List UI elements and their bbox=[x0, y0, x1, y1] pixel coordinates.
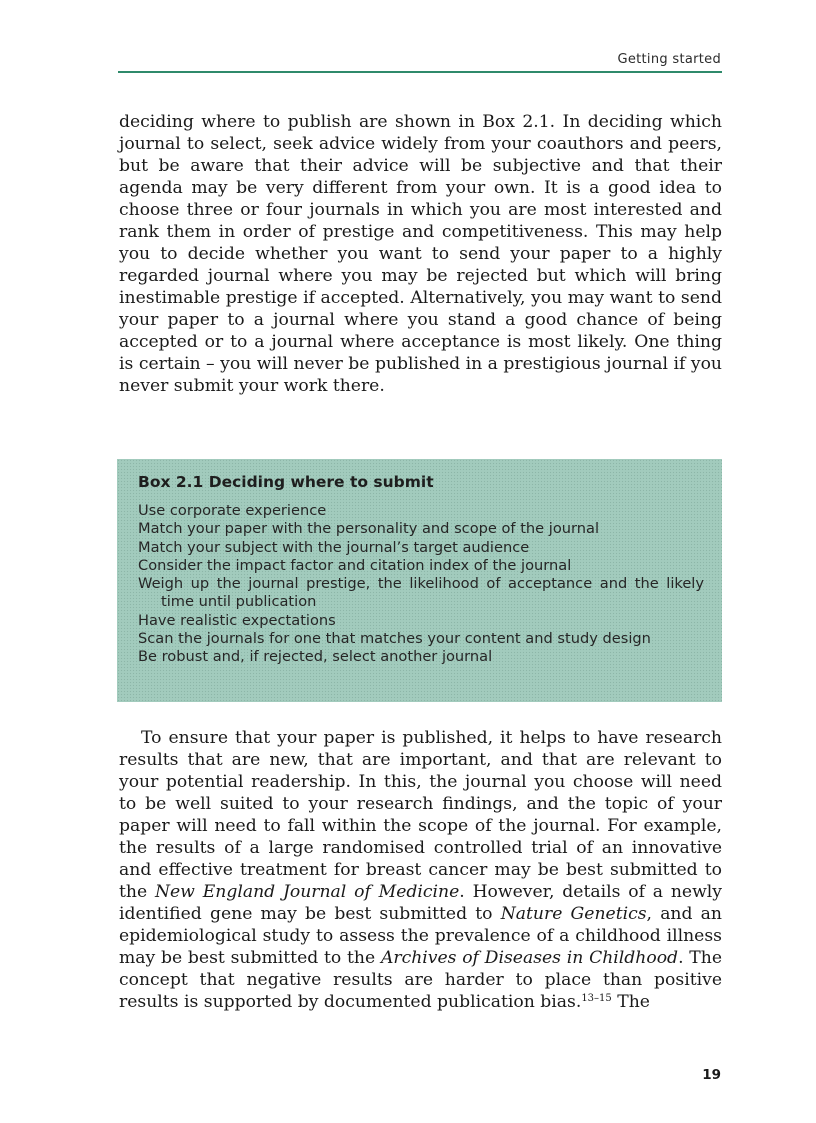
box-list-item: Consider the impact factor and citation index of the journal bbox=[138, 556, 572, 574]
journal-title-archives: Archives of Diseases in Childhood bbox=[380, 948, 679, 968]
paragraph-text: , and an epidemiological study to assess the prevalence of a childhood illness may be best submitted to the bbox=[119, 904, 723, 968]
journal-title-nature-genetics: Nature Genetics bbox=[500, 904, 647, 924]
citation-superscript: 13–15 bbox=[581, 993, 612, 1004]
box-list-item: Match your subject with the journal’s target audience bbox=[138, 538, 530, 556]
paragraph-text: . However, details of a newly identified gene may be best submitted to bbox=[119, 882, 722, 924]
box-list-item: Scan the journals for one that matches your content and study design bbox=[138, 630, 651, 648]
paragraph-text: The bbox=[611, 992, 650, 1012]
page-number: 19 bbox=[702, 1067, 721, 1083]
box-title: Box 2.1 Deciding where to submit bbox=[138, 473, 434, 491]
journal-title-nejm: New England Journal of Medicine bbox=[154, 882, 460, 902]
box-list-item: Weigh up the journal prestige, the likelihood of acceptance and the likely time until publication bbox=[138, 575, 704, 611]
box-list-item: Have realistic expectations bbox=[138, 611, 336, 629]
paragraph-text: To ensure that your paper is published, it helps to have research results that are new, that are important, and that are relevant to your potential readership. In this, the journal you choose will need to be well suited to your research findings, and the topic of your paper will need to fall within the scope of the journal. For example, the results of a large randomised controlled trial of an innovative and effective treatment for breast cancer may be best submitted to the bbox=[119, 728, 722, 902]
body-paragraph: deciding where to publish are shown in Box 2.1. In deciding which journal to select, seek advice widely from your coauthors and peers, but be aware that their advice will be subjective and that their agenda may be very different from your own. It is a good idea to choose three or four journals in which you are most interested and rank them in order of prestige and competitiveness. This may help you to decide whether you want to send your paper to a highly regarded journal where you may be rejected but which will bring inestimable prestige if accepted. Alternatively, you may want to send your paper to a journal where you stand a good chance of being accepted or to a journal where acceptance is most likely. One thing is certain – you will never be published in a prestigious journal if you never submit your work there. bbox=[119, 112, 722, 396]
box-list bbox=[138, 502, 704, 667]
header-rule bbox=[118, 71, 722, 73]
body-paragraph bbox=[119, 727, 722, 1013]
paragraph-text: . The concept that negative results are harder to place than positive results is supported by documented publication bias. bbox=[119, 948, 722, 1012]
box-list-item: Use corporate experience bbox=[138, 502, 327, 519]
running-head: Getting started bbox=[617, 52, 721, 67]
box-2-1 bbox=[117, 459, 722, 702]
box-list-item: Be robust and, if rejected, select another journal bbox=[138, 648, 493, 666]
box-list-item: Match your paper with the personality and scope of the journal bbox=[138, 520, 600, 538]
